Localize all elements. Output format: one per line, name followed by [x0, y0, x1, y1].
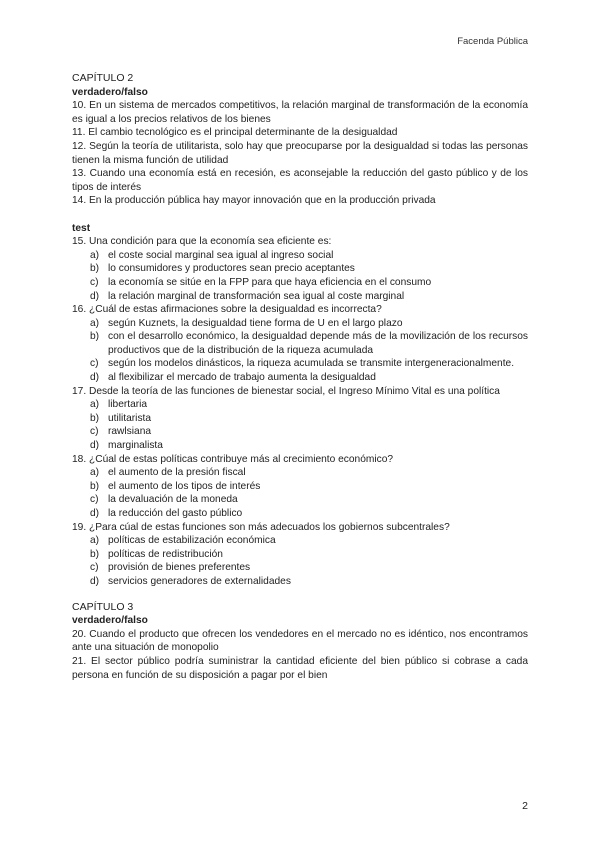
chapter-2-title: CAPÍTULO 2	[72, 72, 134, 84]
question-13: 13. Cuando una economía está en recesión, es aconsejable la reducción del gasto público y de los tipos de interés	[72, 168, 528, 193]
question-11: 11. El cambio tecnológico es el principal determinante de la desigualdad	[72, 127, 398, 139]
option: c) según los modelos dinásticos, la riqueza acumulada se transmite intergeneracionalmente.	[90, 358, 515, 370]
true-false-heading: verdadero/falso	[72, 86, 148, 98]
option: c) la economía se sitúe en la FPP para que haya eficiencia en el consumo	[90, 276, 432, 288]
option: d) al flexibilizar el mercado de trabajo aumenta la desigualdad	[90, 372, 376, 384]
question-14: 14. En la producción pública hay mayor innovación que en la producción privada	[72, 195, 436, 207]
options-16	[72, 317, 528, 385]
test-heading: test	[72, 222, 91, 234]
question-20: 20. Cuando el producto que ofrecen los vendedores en el mercado no es idéntico, nos encontramos ante una situación de monopolio	[72, 628, 528, 654]
question-17: 17. Desde la teoría de las funciones de bienestar social, el Ingreso Mínimo Vital es una política	[72, 385, 500, 397]
option: a) políticas de estabilización económica	[90, 535, 276, 547]
option: b) utilitarista	[90, 412, 152, 424]
question-15: 15. Una condición para que la economía sea eficiente es:	[72, 236, 332, 248]
chapter-3-title: CAPÍTULO 3	[72, 600, 134, 613]
option: d) marginalista	[90, 440, 163, 452]
options-17	[72, 398, 528, 452]
option: c) la devaluación de la moneda	[90, 494, 238, 506]
options-15	[72, 249, 528, 303]
option: c) provisión de bienes preferentes	[90, 562, 251, 574]
document-body	[72, 72, 528, 682]
option: b) el aumento de los tipos de interés	[90, 480, 261, 492]
option: b) lo consumidores y productores sean precio aceptantes	[90, 263, 355, 275]
option: d) la relación marginal de transformación sea igual al coste marginal	[90, 290, 405, 302]
option: c) rawlsiana	[90, 426, 152, 438]
page-header: Facenda Pública	[457, 36, 528, 47]
option: d) la reducción del gasto público	[90, 508, 243, 519]
option: d) servicios generadores de externalidades	[90, 575, 291, 587]
option: a) el aumento de la presión fiscal	[90, 467, 246, 479]
option: b) con el desarrollo económico, la desigualdad depende más de la movilización de los recursos productivos que de la distribución de la riqueza acumulada	[90, 331, 528, 356]
options-18	[72, 466, 528, 520]
question-16: 16. ¿Cuál de estas afirmaciones sobre la desigualdad es incorrecta?	[72, 304, 382, 316]
options-19	[72, 534, 528, 588]
option: b) políticas de redistribución	[90, 548, 223, 560]
page-number: 2	[522, 800, 528, 812]
question-12: 12. Según la teoría de utilitarista, solo hay que preocuparse por la desigualdad si todas las personas tienen la misma función de utilidad	[72, 140, 528, 166]
option: a) libertaria	[90, 399, 148, 411]
question-21: 21. El sector público podría suministrar la cantidad eficiente del bien público si cobrase a cada persona en función de su disposición a pagar por el bien	[72, 655, 528, 681]
question-19: 19. ¿Para cúal de estas funciones son más adecuados los gobiernos subcentrales?	[72, 521, 450, 533]
question-10: 10. En un sistema de mercados competitivos, la relación marginal de transformación de la economía es igual a los precios relativos de los bienes	[72, 100, 528, 125]
option: a) el coste social marginal sea igual al ingreso social	[90, 249, 334, 261]
true-false-heading-3: verdadero/falso	[72, 615, 148, 627]
option: a) según Kuznets, la desigualdad tiene forma de U en el largo plazo	[90, 317, 403, 329]
question-18: 18. ¿Cúal de estas políticas contribuye más al crecimiento económico?	[72, 453, 394, 465]
